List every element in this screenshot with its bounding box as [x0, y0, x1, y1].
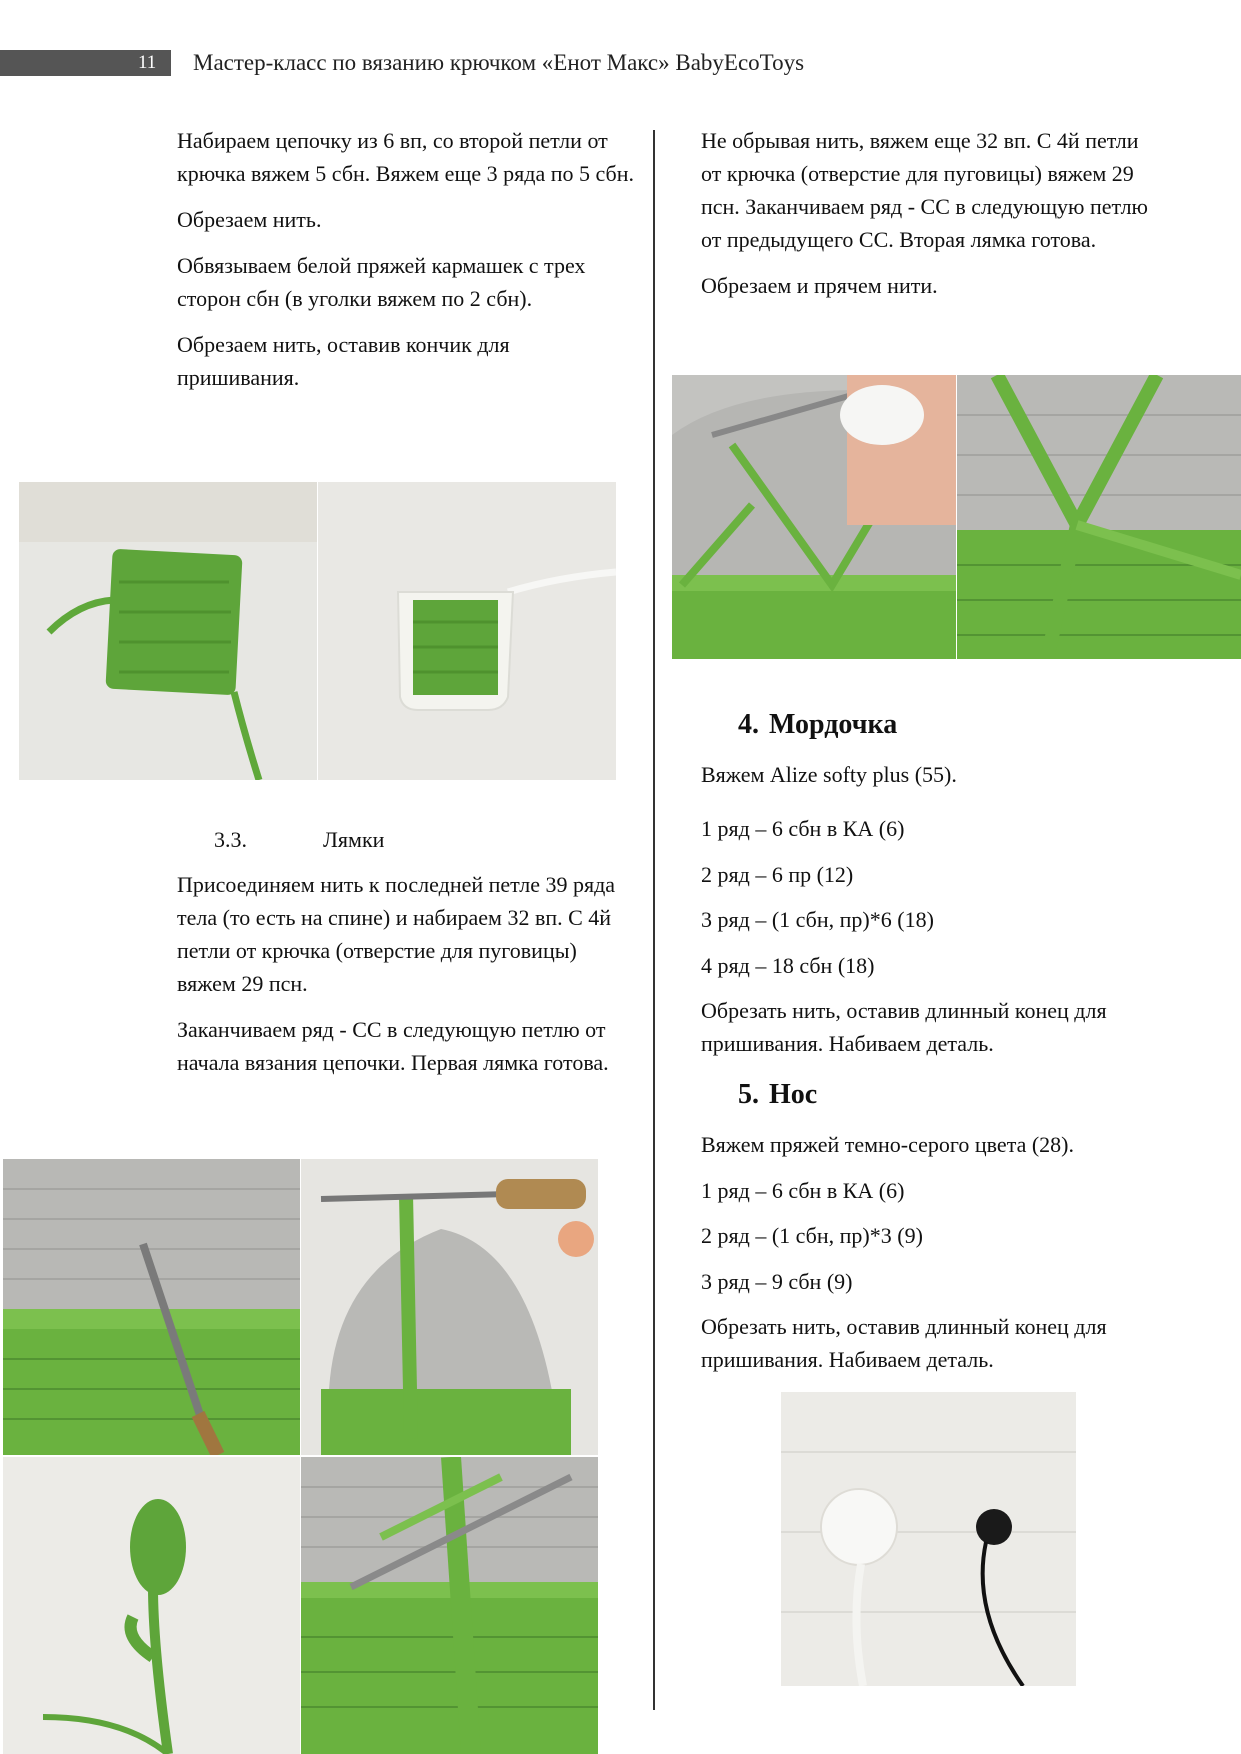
section-title: Нос	[769, 1079, 818, 1110]
paragraph: Заканчиваем ряд - СС в следующую петлю от начала вязания цепочки. Первая лямка готова.	[177, 1017, 609, 1075]
row-instruction: 1 ряд – 6 сбн в КА (6)	[701, 816, 905, 841]
photo-hook-at-body	[3, 1159, 300, 1455]
row-instruction: 3 ряд – 9 сбн (9)	[701, 1269, 853, 1294]
muzzle-yarn: Вяжем Alize softy plus (55).	[701, 762, 957, 787]
paragraph: Не обрывая нить, вяжем еще 32 вп. С 4й петли от крючка (отверстие для пуговицы) вяжем 29 псн. Заканчиваем ряд - СС в следующую петлю от предыдущего СС. Вторая лямка готова.	[701, 128, 1148, 252]
section-heading-nose	[738, 1078, 817, 1112]
photo-green-pocket	[19, 482, 317, 780]
row-instruction: 2 ряд – (1 сбн, пр)*3 (9)	[701, 1223, 923, 1248]
row-instruction: 4 ряд – 18 сбн (18)	[701, 953, 875, 978]
row-instruction: 2 ряд – 6 пр (12)	[701, 862, 854, 887]
straps-instructions	[177, 868, 637, 1079]
page-number: 11	[138, 52, 157, 73]
paragraph: Набираем цепочку из 6 вп, со второй петли от крючка вяжем 5 сбн. Вяжем еще 3 ряда по 5 сбн.	[177, 128, 634, 186]
header-title: Мастер-класс по вязанию крючком «Енот Макс» BabyEcoToys	[193, 50, 805, 75]
photo-strap-attached	[301, 1457, 598, 1754]
paragraph: Обрезаем и прячем нити.	[701, 273, 938, 298]
photo-second-strap-hook	[672, 375, 956, 659]
row-instruction: 3 ряд – (1 сбн, пр)*6 (18)	[701, 907, 934, 932]
photo-strap-finished	[3, 1457, 300, 1754]
section-heading-muzzle	[738, 708, 897, 742]
pocket-instructions	[177, 124, 637, 394]
photo-strap-chain	[301, 1159, 598, 1455]
photo-muzzle-and-nose	[781, 1392, 1076, 1686]
section-title: Лямки	[323, 827, 385, 852]
paragraph: Обрезаем нить, оставив кончик для пришивания.	[177, 332, 510, 390]
paragraph: Обвязываем белой пряжей кармашек с трех сторон сбн (в уголки вяжем по 2 сбн).	[177, 253, 586, 311]
paragraph: Обрезаем нить.	[177, 207, 322, 232]
section-number: 5.	[738, 1079, 759, 1110]
paragraph: Присоединяем нить к последней петле 39 ряда тела (то есть на спине) и набираем 32 вп. С 4й петли от крючка (отверстие для пуговицы) вяжем 29 псн.	[177, 872, 616, 996]
photo-white-bordered-pocket	[318, 482, 616, 780]
muzzle-finish: Обрезать нить, оставив длинный конец для пришивания. Набиваем деталь.	[701, 998, 1107, 1056]
section-number: 4.	[738, 709, 759, 740]
straps-continued	[701, 124, 1161, 302]
column-divider	[653, 130, 655, 1710]
nose-yarn: Вяжем пряжей темно-серого цвета (28).	[701, 1132, 1075, 1157]
section-title: Мордочка	[769, 709, 898, 740]
section-number: 3.3.	[214, 827, 247, 852]
nose-finish: Обрезать нить, оставив длинный конец для пришивания. Набиваем деталь.	[701, 1314, 1107, 1372]
photo-crossed-straps	[957, 375, 1241, 659]
row-instruction: 1 ряд – 6 сбн в КА (6)	[701, 1178, 905, 1203]
